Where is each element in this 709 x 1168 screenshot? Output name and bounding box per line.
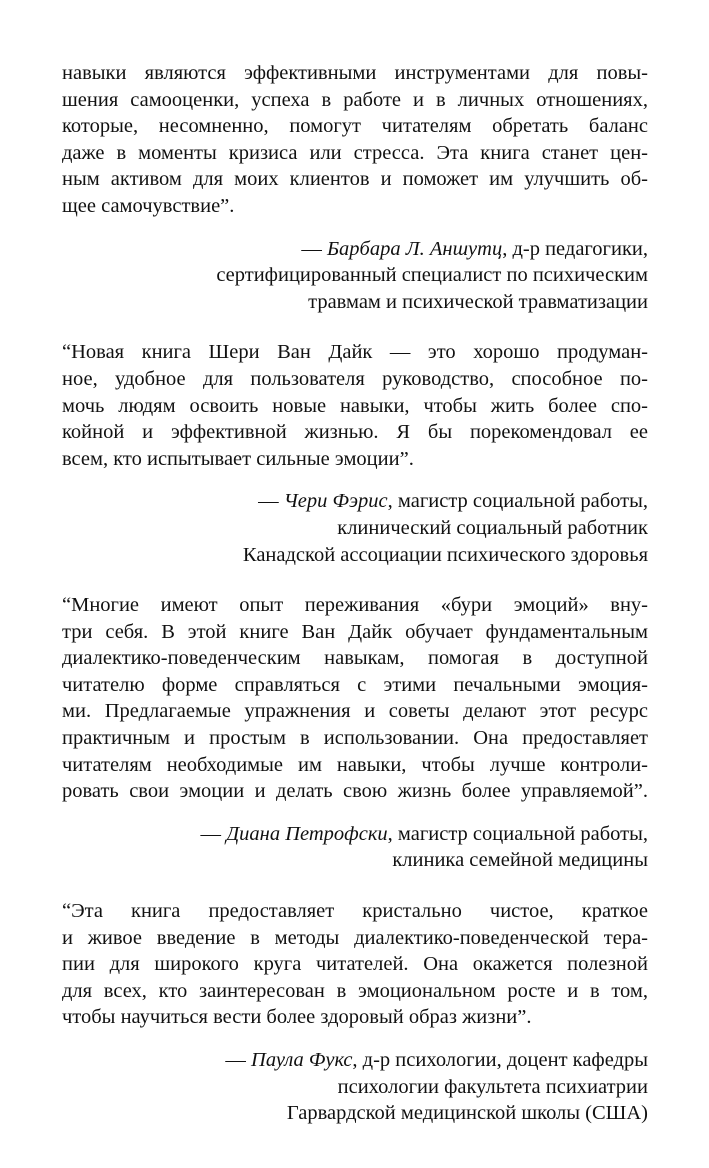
quote-line: ровать свои эмоции и делать свою жизнь более управляемой”. (62, 780, 648, 803)
testimonial-quote (62, 339, 648, 472)
testimonial-block-1 (62, 60, 648, 315)
quote-line: мочь людям освоить новые навыки, чтобы жить более спо- (62, 394, 648, 417)
testimonial-block-3 (62, 592, 648, 874)
quote-line: “Новая книга Шери Ван Дайк — это хорошо продуман- (62, 341, 648, 364)
attribution-first-line (62, 821, 648, 848)
quote-line: читателю форме справляться с этими печальными эмоция- (62, 673, 648, 696)
testimonial-quote (62, 60, 648, 220)
attribution-line: Гарвардской медицинской школы (США) (286, 1102, 648, 1125)
quote-line: “Эта книга предоставляет кристально чистое, краткое (62, 900, 648, 923)
attribution-line: клиника семейной медицины (392, 849, 648, 872)
testimonial-attribution (62, 821, 648, 874)
quote-line: читателям необходимые им навыки, чтобы лучше контроли- (62, 753, 648, 776)
book-page (62, 60, 648, 1127)
attribution-dash: — (225, 1049, 252, 1071)
attribution-dash: — (200, 822, 227, 845)
quote-line: три себя. В этой книге Ван Дайк обучает фундаментальным (62, 620, 648, 643)
testimonial-quote (62, 898, 648, 1031)
author-credentials: , магистр социальной работы, (387, 822, 648, 845)
quote-line: практичным и простым в использовании. Она предоставляет (62, 727, 648, 750)
attribution-dash: — (258, 490, 284, 513)
testimonial-attribution (62, 1047, 648, 1127)
quote-line: ным активом для моих клиентов и поможет им улучшить об- (62, 168, 648, 191)
testimonial-quote (62, 592, 648, 805)
quote-line: всем, кто испытывает сильные эмоции”. (62, 447, 414, 470)
quote-line: которые, несомненно, помогут читателям обретать баланс (62, 115, 648, 138)
attribution-dash: — (301, 237, 327, 260)
author-name: Чери Фэрис (283, 490, 388, 513)
quote-line: и живое введение в методы диалектико-поведенческой тера- (62, 926, 648, 949)
attribution-first-line (62, 236, 648, 263)
quote-line: чтобы научиться вести более здоровый образ жизни”. (62, 1006, 532, 1029)
quote-line: для всех, кто заинтересован в эмоциональном росте и в том, (62, 979, 648, 1002)
attribution-first-line (62, 488, 648, 515)
attribution-first-line (62, 1047, 648, 1074)
attribution-line: Канадской ассоциации психического здоровья (242, 543, 648, 566)
attribution-line: клинический социальный работник (337, 516, 648, 539)
attribution-line: травмам и психической травматизации (308, 290, 648, 313)
quote-line: даже в моменты кризиса или стресса. Эта книга станет цен- (62, 141, 648, 164)
quote-line: ми. Предлагаемые упражнения и советы делают этот ресурс (62, 700, 648, 723)
attribution-line: психологии факультета психиатрии (337, 1075, 648, 1098)
author-credentials: , д-р психологии, доцент кафедры (352, 1049, 648, 1071)
testimonial-block-4 (62, 898, 648, 1127)
quote-line: шения самооценки, успеха в работе и в личных отношениях, (62, 88, 648, 111)
testimonial-attribution (62, 488, 648, 568)
quote-line: ное, удобное для пользователя руководство, способное по- (62, 367, 648, 390)
testimonial-block-2 (62, 339, 648, 568)
author-credentials: , д-р педагогики, (502, 237, 648, 260)
testimonial-attribution (62, 236, 648, 316)
quote-line: пии для широкого круга читателей. Она окажется полезной (62, 953, 648, 976)
attribution-line: сертифицированный специалист по психическим (216, 264, 648, 287)
quote-line: койной и эффективной жизнью. Я бы порекомендовал ее (62, 421, 648, 444)
author-name: Паула Фукс (251, 1049, 353, 1071)
quote-line: “Многие имеют опыт переживания «бури эмоций» вну- (62, 594, 648, 617)
quote-line: навыки являются эффективными инструментами для повы- (62, 62, 648, 84)
quote-line: диалектико-поведенческим навыкам, помогая в доступной (62, 647, 648, 670)
quote-line: щее самочувствие”. (62, 194, 235, 217)
author-name: Барбара Л. Аншутц (326, 237, 503, 260)
author-name: Диана Петрофски (226, 822, 388, 845)
author-credentials: , магистр социальной работы, (387, 490, 648, 513)
